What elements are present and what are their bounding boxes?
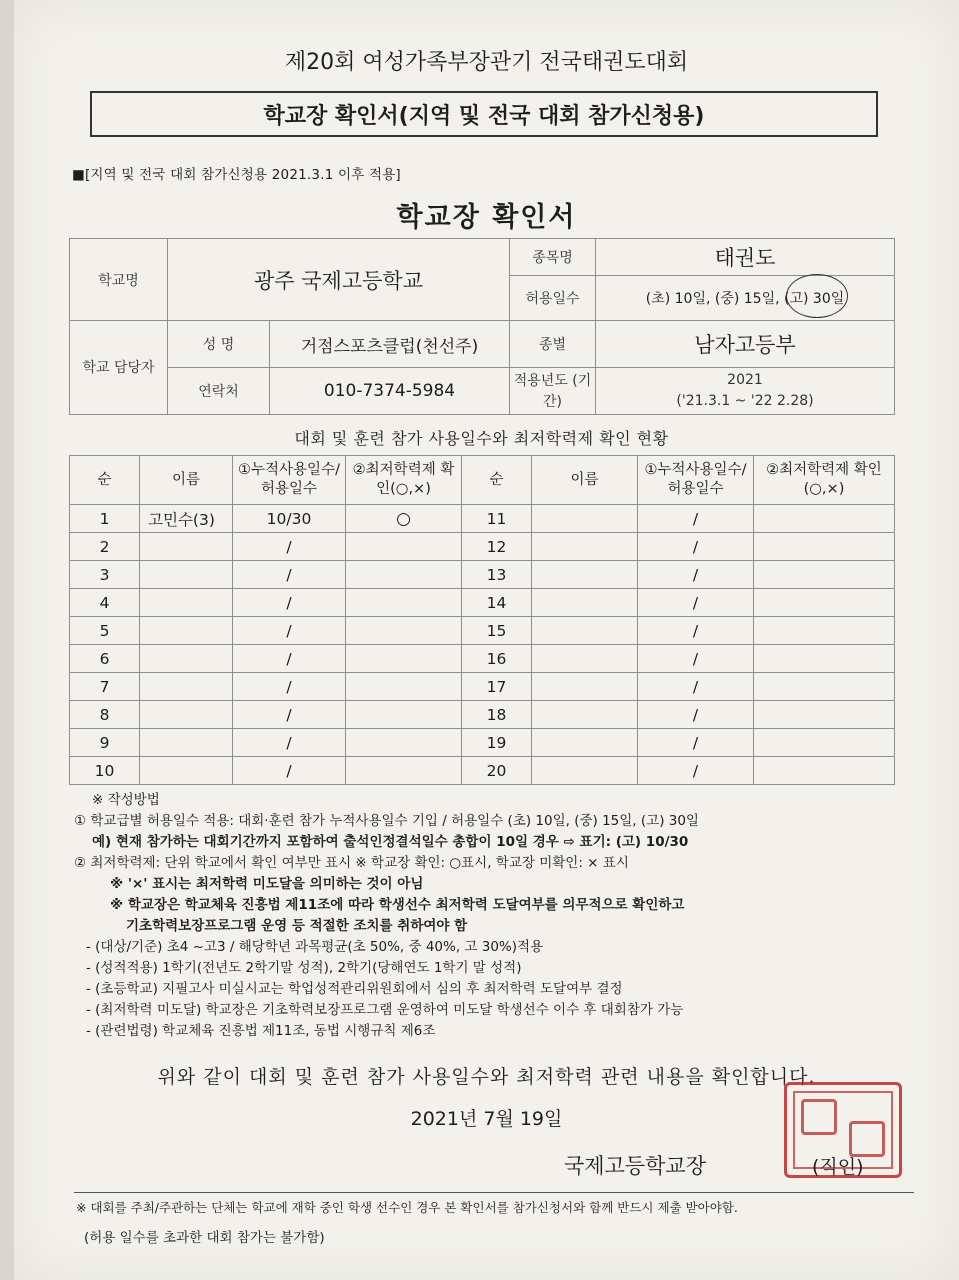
footer-note: ※ 대회를 주최/주관하는 단체는 학교에 재학 중인 학생 선수인 경우 본 확인서를 참가신청서와 함께 반드시 제출 받아야함. <box>76 1200 738 1215</box>
days-used: / <box>638 505 754 533</box>
note-line: ※ '×' 표시는 최저학력 미도달을 의미하는 것이 아님 <box>110 876 424 892</box>
days-used: / <box>638 673 754 701</box>
athlete-name <box>140 673 233 701</box>
roster-body <box>70 505 895 785</box>
athlete-name <box>532 701 638 729</box>
athlete-name <box>532 757 638 785</box>
status-title: 대회 및 훈련 참가 사용일수와 최저학력제 확인 현황 <box>294 429 669 448</box>
school-info-table <box>69 238 895 415</box>
note-line: ① 학교급별 허용일수 적용: 대회·훈련 참가 누적사용일수 기입 / 허용일수 (초) 10일, (중) 15일, (고) 30일 <box>74 813 699 829</box>
document-page <box>14 0 959 1280</box>
allowed-days-value: (초) 10일, (중) 15일, (고) 30일 <box>596 276 895 321</box>
academic-check <box>346 645 462 673</box>
principal-name: 국제고등학교장 <box>564 1154 707 1178</box>
form-title-box <box>90 91 878 137</box>
days-used: / <box>638 617 754 645</box>
days-used: / <box>233 673 346 701</box>
academic-check <box>346 533 462 561</box>
days-used: / <box>233 589 346 617</box>
table-row <box>70 673 895 701</box>
table-row <box>70 757 895 785</box>
days-used: / <box>638 561 754 589</box>
days-used: / <box>233 701 346 729</box>
row-number: 4 <box>70 589 140 617</box>
row-number: 16 <box>462 645 532 673</box>
academic-check: ○ <box>346 505 462 533</box>
note-line: - (성적적용) 1학기(전년도 2학기말 성적), 2학기(당해연도 1학기 말 성적) <box>86 960 522 976</box>
manager-name-label: 성 명 <box>168 321 270 368</box>
school-name-value: 광주 국제고등학교 <box>168 239 510 321</box>
footer-divider <box>74 1192 914 1193</box>
note-line: - (관련법령) 학교체육 진흥법 제11조, 동법 시행규칙 제6조 <box>86 1023 436 1039</box>
document-title: 학교장 확인서 <box>396 202 577 233</box>
days-used: / <box>233 757 346 785</box>
academic-check <box>346 673 462 701</box>
academic-check <box>346 701 462 729</box>
seal-label: (직인) <box>812 1156 864 1178</box>
roster-table <box>69 455 895 785</box>
athlete-name <box>532 673 638 701</box>
manager-name-value: 거점스포츠클럽(천선주) <box>270 321 510 368</box>
header-no: 순 <box>70 456 140 505</box>
year-label: 적용년도 (기간) <box>510 368 596 415</box>
academic-check <box>346 589 462 617</box>
year-period: ('21.3.1 ~ '22 2.28) <box>676 393 814 409</box>
academic-check <box>754 673 895 701</box>
academic-check <box>754 645 895 673</box>
academic-check <box>346 757 462 785</box>
row-number: 6 <box>70 645 140 673</box>
row-number: 13 <box>462 561 532 589</box>
athlete-name: 고민수(3) <box>140 505 233 533</box>
row-number: 10 <box>70 757 140 785</box>
header-days: ①누적사용일수/허용일수 <box>638 456 754 505</box>
row-number: 14 <box>462 589 532 617</box>
table-row <box>70 701 895 729</box>
athlete-name <box>140 561 233 589</box>
days-used: / <box>233 729 346 757</box>
row-number: 5 <box>70 617 140 645</box>
days-used: / <box>638 589 754 617</box>
athlete-name <box>140 617 233 645</box>
athlete-name <box>140 589 233 617</box>
row-number: 18 <box>462 701 532 729</box>
athlete-name <box>532 729 638 757</box>
athlete-name <box>532 617 638 645</box>
note-line: ② 최저학력제: 단위 학교에서 확인 여부만 표시 ※ 학교장 확인: ○표시, 학교장 미확인: × 표시 <box>74 855 629 871</box>
event-value: 태권도 <box>596 239 895 276</box>
athlete-name <box>532 645 638 673</box>
header-name: 이름 <box>140 456 233 505</box>
note-line: - (초등학교) 지필고사 미실시교는 학업성적관리위원회에서 심의 후 최저학력 도달여부 결정 <box>86 981 623 997</box>
event-title: 제20회 여성가족부장관기 전국태권도대회 <box>284 50 689 75</box>
issue-date: 2021년 7월 19일 <box>410 1108 563 1130</box>
category-label: 종별 <box>510 321 596 368</box>
days-used: / <box>638 729 754 757</box>
row-number: 3 <box>70 561 140 589</box>
header-academic: ②최저학력제 확인(○,×) <box>346 456 462 505</box>
table-row <box>70 533 895 561</box>
confirmation-text: 위와 같이 대회 및 훈련 참가 사용일수와 최저학력 관련 내용을 확인합니다. <box>157 1066 816 1088</box>
note-line: - (최저학력 미도달) 학교장은 기초학력보장프로그램 운영하여 미도달 학생선수 이수 후 대회참가 가능 <box>86 1002 684 1018</box>
table-row <box>70 729 895 757</box>
school-name-label: 학교명 <box>70 239 168 321</box>
academic-check <box>346 617 462 645</box>
athlete-name <box>140 533 233 561</box>
instructions <box>74 790 904 1042</box>
academic-check <box>754 561 895 589</box>
contact-value: 010-7374-5984 <box>270 368 510 415</box>
row-number: 17 <box>462 673 532 701</box>
row-number: 8 <box>70 701 140 729</box>
row-number: 12 <box>462 533 532 561</box>
days-used: 10/30 <box>233 505 346 533</box>
academic-check <box>754 589 895 617</box>
note-line: ※ 학교장은 학교체육 진흥법 제11조에 따라 학생선수 최저학력 도달여부를 의무적으로 확인하고 <box>110 897 685 913</box>
row-number: 19 <box>462 729 532 757</box>
table-row <box>70 505 895 533</box>
note-line: 예) 현재 참가하는 대회기간까지 포함하여 출석인정결석일수 총합이 10일 경우 ⇨ 표기: (고) 10/30 <box>92 834 689 850</box>
manager-label: 학교 담당자 <box>70 321 168 415</box>
form-title: 학교장 확인서(지역 및 전국 대회 참가신청용) <box>263 103 705 129</box>
header-no: 순 <box>462 456 532 505</box>
athlete-name <box>532 533 638 561</box>
row-number: 11 <box>462 505 532 533</box>
footer-note: (허용 일수를 초과한 대회 참가는 불가함) <box>84 1230 325 1246</box>
event-label: 종목명 <box>510 239 596 276</box>
note-line: 기초학력보장프로그램 운영 등 적절한 조치를 취하여야 함 <box>126 918 468 934</box>
athlete-name <box>532 561 638 589</box>
year-value <box>596 368 895 415</box>
days-used: / <box>638 645 754 673</box>
academic-check <box>754 701 895 729</box>
header-academic: ②최저학력제 확인(○,×) <box>754 456 895 505</box>
academic-check <box>754 729 895 757</box>
row-number: 7 <box>70 673 140 701</box>
row-number: 20 <box>462 757 532 785</box>
application-note: ■[지역 및 전국 대회 참가신청용 2021.3.1 이후 적용] <box>72 167 401 183</box>
row-number: 1 <box>70 505 140 533</box>
athlete-name <box>140 645 233 673</box>
hand-drawn-circle <box>786 274 848 318</box>
academic-check <box>346 561 462 589</box>
academic-check <box>346 729 462 757</box>
table-row <box>70 589 895 617</box>
days-used: / <box>233 645 346 673</box>
days-used: / <box>638 757 754 785</box>
header-name: 이름 <box>532 456 638 505</box>
note-line: - (대상/기준) 초4 ~고3 / 해당학년 과목평균(초 50%, 중 40%, 고 30%)적용 <box>86 939 544 955</box>
athlete-name <box>532 505 638 533</box>
athlete-name <box>140 757 233 785</box>
table-row <box>70 617 895 645</box>
allowed-days-label: 허용일수 <box>510 276 596 321</box>
athlete-name <box>532 589 638 617</box>
table-row <box>70 561 895 589</box>
seal-glyph <box>801 1099 837 1135</box>
row-number: 9 <box>70 729 140 757</box>
year-number: 2021 <box>727 372 763 388</box>
days-used: / <box>638 533 754 561</box>
academic-check <box>754 617 895 645</box>
table-row <box>70 645 895 673</box>
academic-check <box>754 533 895 561</box>
academic-check <box>754 505 895 533</box>
days-used: / <box>233 561 346 589</box>
row-number: 15 <box>462 617 532 645</box>
days-used: / <box>638 701 754 729</box>
contact-label: 연락처 <box>168 368 270 415</box>
days-used: / <box>233 533 346 561</box>
academic-check <box>754 757 895 785</box>
athlete-name <box>140 729 233 757</box>
athlete-name <box>140 701 233 729</box>
header-days: ①누적사용일수/허용일수 <box>233 456 346 505</box>
notes-heading: ※ 작성방법 <box>92 792 160 808</box>
row-number: 2 <box>70 533 140 561</box>
days-used: / <box>233 617 346 645</box>
category-value: 남자고등부 <box>596 321 895 368</box>
